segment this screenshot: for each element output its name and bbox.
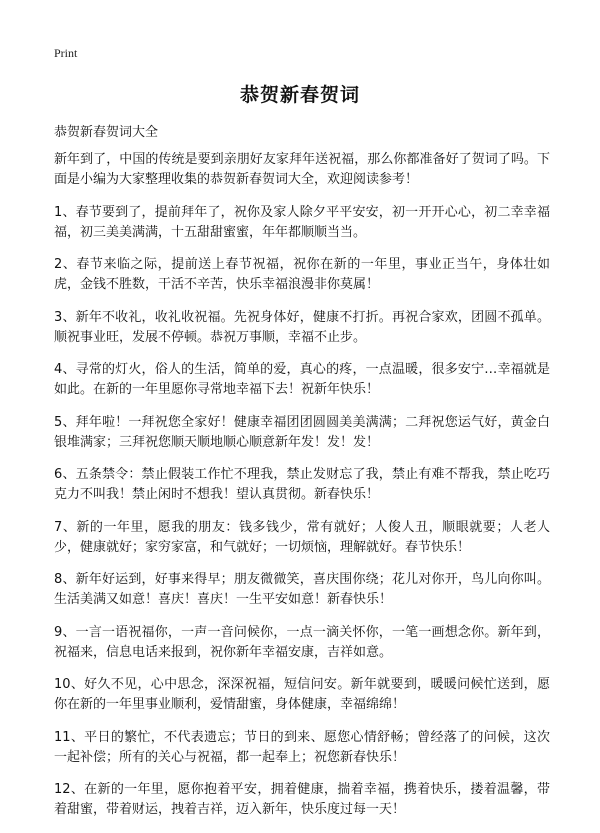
greeting-item-7: 7、新的一年里，愿我的朋友：钱多钱少，常有就好；人俊人丑，顺眼就要；人老人少，健康就好；家穷家富，和气就好；一切烦恼，理解就好。春节快乐！ xyxy=(54,519,550,555)
intro-paragraph: 新年到了，中国的传统是要到亲朋好友家拜年送祝福，那么你都准备好了贺词了吗。下面是小编为大家整理收集的恭贺新春贺词大全，欢迎阅读参考！ xyxy=(54,152,550,187)
greeting-item-2: 2、春节来临之际，提前送上春节祝福，祝你在新的一年里，事业正当午，身体壮如虎，金钱不胜数，干活不辛苦，快乐幸福浪漫非你莫属！ xyxy=(54,257,550,292)
greeting-item-6: 6、五条禁令：禁止假装工作忙不理我，禁止发财忘了我，禁止有难不帮我，禁止吃巧克力不叫我！禁止闲时不想我！望认真贯彻。新春快乐！ xyxy=(54,467,550,502)
subtitle: 恭贺新春贺词大全 xyxy=(54,125,159,140)
greeting-item-8: 8、新年好运到，好事来得早；朋友微微笑，喜庆围你绕；花儿对你开，鸟儿向你叫。生活美满又如意！喜庆！喜庆！一生平安如意！新春快乐！ xyxy=(54,572,550,607)
greeting-item-3: 3、新年不收礼，收礼收祝福。先祝身体好，健康不打折。再祝合家欢，团圆不孤单。顺祝事业旺，发展不停顿。恭祝万事顺，幸福不止步。 xyxy=(54,309,550,345)
page-title: 恭贺新春贺词 xyxy=(239,84,360,106)
greeting-item-12: 12、在新的一年里，愿你抱着平安，拥着健康，揣着幸福，携着快乐，搂着温馨，带着甜蜜，带着财运，拽着吉祥，迈入新年，快乐度过每一天！ xyxy=(54,782,550,817)
article-body xyxy=(54,150,550,833)
print-link[interactable]: Print xyxy=(54,46,78,60)
greeting-item-4: 4、寻常的灯火，俗人的生活，简单的爱，真心的疼，一点温暖，很多安宁…幸福就是如此。在新的一年里愿你寻常地幸福下去！祝新年快乐！ xyxy=(54,362,550,397)
greeting-item-11: 11、平日的繁忙，不代表遗忘；节日的到来、愿您心情舒畅；曾经落了的问候，这次一起补偿；所有的关心与祝福，都一起奉上；祝您新春快乐！ xyxy=(54,729,550,765)
greeting-item-9: 9、一言一语祝福你，一声一音问候你，一点一滴关怀你，一笔一画想念你。新年到，祝福来，信息电话来报到，祝你新年幸福安康，吉祥如意。 xyxy=(54,624,550,660)
greeting-item-5: 5、拜年啦！一拜祝您全家好！健康幸福团团圆圆美美满满；二拜祝您运气好，黄金白银堆满家；三拜祝您顺天顺地顺心顺意新年发！发！发！ xyxy=(54,414,550,450)
greeting-item-10: 10、好久不见，心中思念，深深祝福，短信问安。新年就要到，暖暖问候忙送到，愿你在新的一年里事业顺利，爱情甜蜜，身体健康，幸福绵绵！ xyxy=(54,677,550,712)
greeting-item-1: 1、春节要到了，提前拜年了，祝你及家人除夕平平安安，初一开开心心，初二幸幸福福，初三美美满满，十五甜甜蜜蜜，年年都顺顺当当。 xyxy=(54,204,550,240)
